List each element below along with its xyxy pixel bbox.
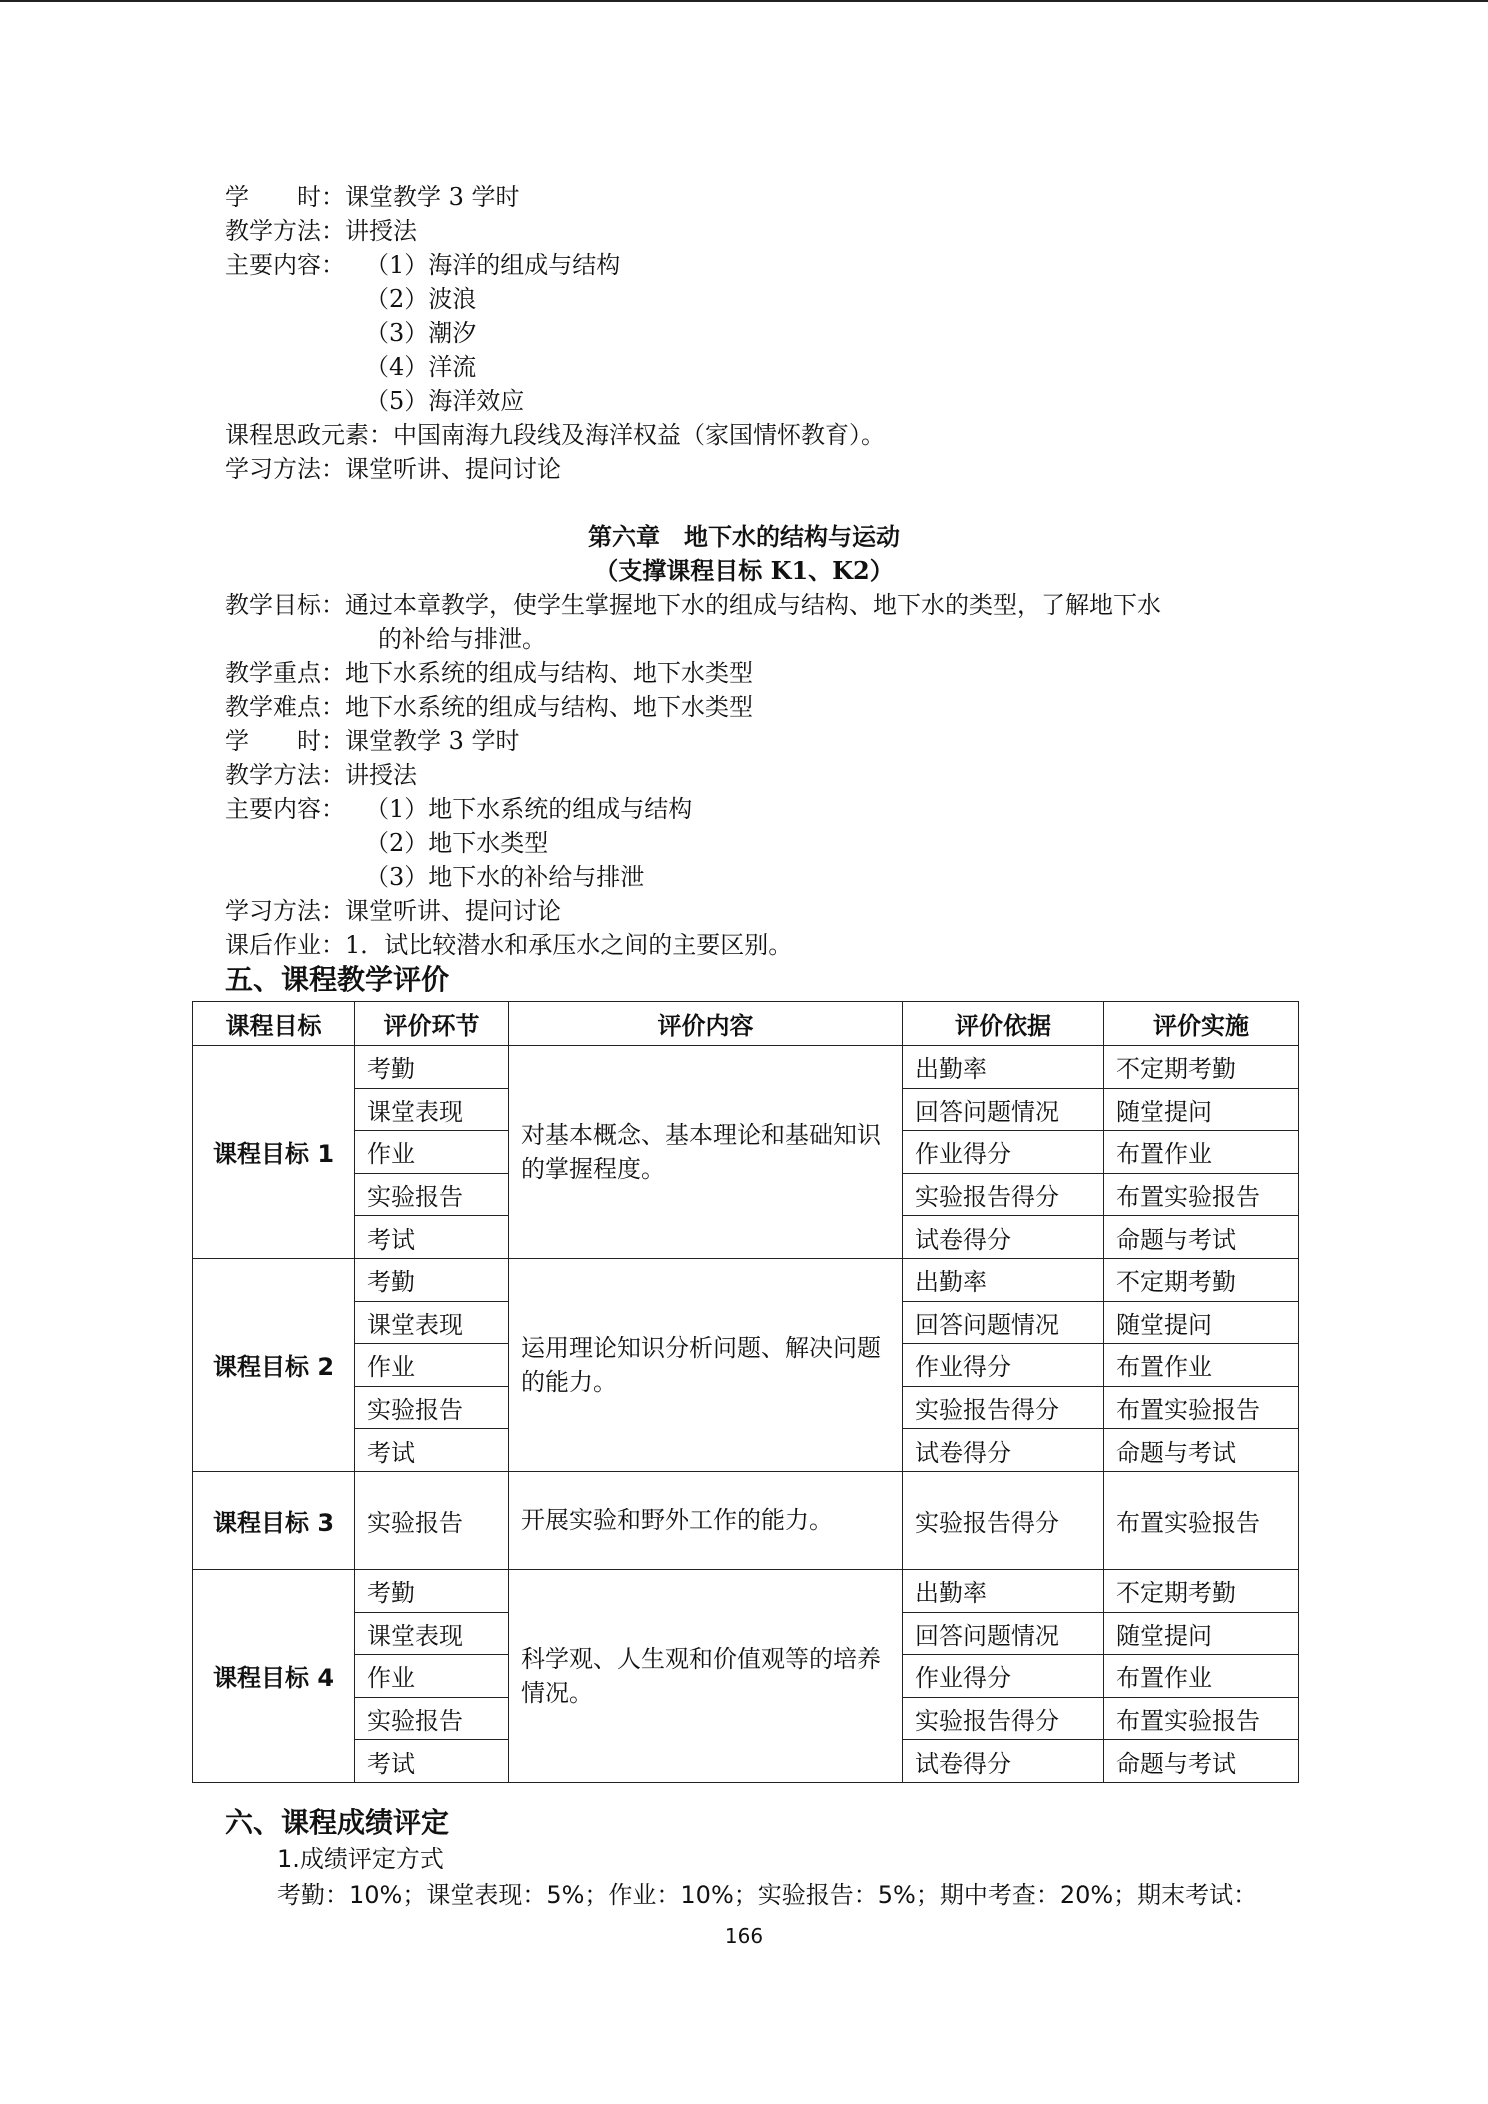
goal-line-cont: 的补给与排泄。: [378, 625, 546, 653]
basis-cell: 实验报告得分: [903, 1697, 1104, 1740]
hours-line: 学 时：课堂教学 3 学时: [225, 183, 520, 211]
basis-cell: 试卷得分: [903, 1429, 1104, 1472]
homework-line: 课后作业：1．试比较潜水和承压水之间的主要区别。: [225, 931, 793, 959]
basis-cell: 作业得分: [903, 1131, 1104, 1174]
content-label: 主要内容：: [225, 251, 345, 279]
content-item: （3）潮汐: [365, 319, 477, 347]
header-impl: 评价实施: [1104, 1002, 1299, 1046]
impl-cell: 随堂提问: [1104, 1088, 1299, 1131]
basis-cell: 出勤率: [903, 1569, 1104, 1612]
impl-cell: 布置作业: [1104, 1131, 1299, 1174]
content-cell: 运用理论知识分析问题、解决问题的能力。: [509, 1258, 903, 1471]
header-goal: 课程目标: [193, 1002, 355, 1046]
content-cell: 对基本概念、基本理论和基础知识的掌握程度。: [509, 1046, 903, 1259]
link-cell: 课堂表现: [355, 1088, 509, 1131]
basis-cell: 出勤率: [903, 1258, 1104, 1301]
basis-cell: 实验报告得分: [903, 1386, 1104, 1429]
impl-cell: 布置作业: [1104, 1655, 1299, 1698]
link-cell: 实验报告: [355, 1471, 509, 1569]
content-item: （2）地下水类型: [365, 829, 549, 857]
page-number: 166: [724, 1924, 764, 1948]
impl-cell: 随堂提问: [1104, 1301, 1299, 1344]
basis-cell: 回答问题情况: [903, 1612, 1104, 1655]
impl-cell: 布置实验报告: [1104, 1697, 1299, 1740]
evaluation-table: [192, 1001, 1299, 1783]
header-content: 评价内容: [509, 1002, 903, 1046]
ideology-line: 课程思政元素：中国南海九段线及海洋权益（家国情怀教育）。: [225, 421, 885, 449]
content-cell: 科学观、人生观和价值观等的培养情况。: [509, 1569, 903, 1782]
difficulty-line: 教学难点：地下水系统的组成与结构、地下水类型: [225, 693, 753, 721]
table-row: [193, 1471, 1299, 1569]
basis-cell: 试卷得分: [903, 1740, 1104, 1783]
link-cell: 实验报告: [355, 1173, 509, 1216]
method-line: 教学方法：讲授法: [225, 761, 417, 789]
link-cell: 考勤: [355, 1569, 509, 1612]
content-label: 主要内容：: [225, 795, 345, 823]
key-point-line: 教学重点：地下水系统的组成与结构、地下水类型: [225, 659, 753, 687]
basis-cell: 试卷得分: [903, 1216, 1104, 1259]
table-row: [193, 1258, 1299, 1301]
content-item: （4）洋流: [365, 353, 477, 381]
link-cell: 作业: [355, 1655, 509, 1698]
impl-cell: 命题与考试: [1104, 1740, 1299, 1783]
link-cell: 考试: [355, 1216, 509, 1259]
goal-cell: 课程目标 2: [193, 1258, 355, 1471]
header-basis: 评价依据: [903, 1002, 1104, 1046]
grading-weights-line: 考勤：10%；课堂表现：5%；作业：10%；实验报告：5%；期中考查：20%；期末考试：: [277, 1881, 1258, 1909]
goal-line: 教学目标：通过本章教学，使学生掌握地下水的组成与结构、地下水的类型，了解地下水: [225, 591, 1161, 619]
table-row: [193, 1569, 1299, 1612]
link-cell: 实验报告: [355, 1697, 509, 1740]
hours-line: 学 时：课堂教学 3 学时: [225, 727, 520, 755]
impl-cell: 不定期考勤: [1104, 1046, 1299, 1089]
link-cell: 作业: [355, 1131, 509, 1174]
content-cell: 开展实验和野外工作的能力。: [509, 1471, 903, 1569]
method-line: 教学方法：讲授法: [225, 217, 417, 245]
header-link: 评价环节: [355, 1002, 509, 1046]
impl-cell: 不定期考勤: [1104, 1569, 1299, 1612]
goal-cell: 课程目标 1: [193, 1046, 355, 1259]
basis-cell: 实验报告得分: [903, 1173, 1104, 1216]
link-cell: 考勤: [355, 1046, 509, 1089]
link-cell: 实验报告: [355, 1386, 509, 1429]
content-item: （3）地下水的补给与排泄: [365, 863, 645, 891]
basis-cell: 实验报告得分: [903, 1471, 1104, 1569]
link-cell: 作业: [355, 1344, 509, 1387]
impl-cell: 布置作业: [1104, 1344, 1299, 1387]
table-header-row: [193, 1002, 1299, 1046]
goal-cell: 课程目标 4: [193, 1569, 355, 1782]
impl-cell: 命题与考试: [1104, 1216, 1299, 1259]
basis-cell: 作业得分: [903, 1655, 1104, 1698]
basis-cell: 回答问题情况: [903, 1301, 1104, 1344]
impl-cell: 布置实验报告: [1104, 1386, 1299, 1429]
learning-line: 学习方法：课堂听讲、提问讨论: [225, 897, 561, 925]
grading-method-line: 1.成绩评定方式: [277, 1845, 444, 1873]
basis-cell: 回答问题情况: [903, 1088, 1104, 1131]
section6-title: 六、课程成绩评定: [225, 1806, 450, 1839]
content-item: （1）海洋的组成与结构: [365, 251, 621, 279]
impl-cell: 命题与考试: [1104, 1429, 1299, 1472]
basis-cell: 作业得分: [903, 1344, 1104, 1387]
impl-cell: 布置实验报告: [1104, 1471, 1299, 1569]
content-item: （2）波浪: [365, 285, 477, 313]
link-cell: 考试: [355, 1429, 509, 1472]
chapter-subtitle: （支撑课程目标 K1、K2）: [594, 556, 894, 585]
impl-cell: 布置实验报告: [1104, 1173, 1299, 1216]
link-cell: 考试: [355, 1740, 509, 1783]
chapter-title: 第六章 地下水的结构与运动: [588, 522, 900, 551]
link-cell: 考勤: [355, 1258, 509, 1301]
impl-cell: 不定期考勤: [1104, 1258, 1299, 1301]
impl-cell: 随堂提问: [1104, 1612, 1299, 1655]
section5-title: 五、课程教学评价: [225, 963, 450, 996]
content-item: （1）地下水系统的组成与结构: [365, 795, 693, 823]
learning-line: 学习方法：课堂听讲、提问讨论: [225, 455, 561, 483]
goal-cell: 课程目标 3: [193, 1471, 355, 1569]
table-row: [193, 1046, 1299, 1089]
link-cell: 课堂表现: [355, 1612, 509, 1655]
basis-cell: 出勤率: [903, 1046, 1104, 1089]
page-top-border: [0, 0, 1488, 2]
content-item: （5）海洋效应: [365, 387, 525, 415]
link-cell: 课堂表现: [355, 1301, 509, 1344]
